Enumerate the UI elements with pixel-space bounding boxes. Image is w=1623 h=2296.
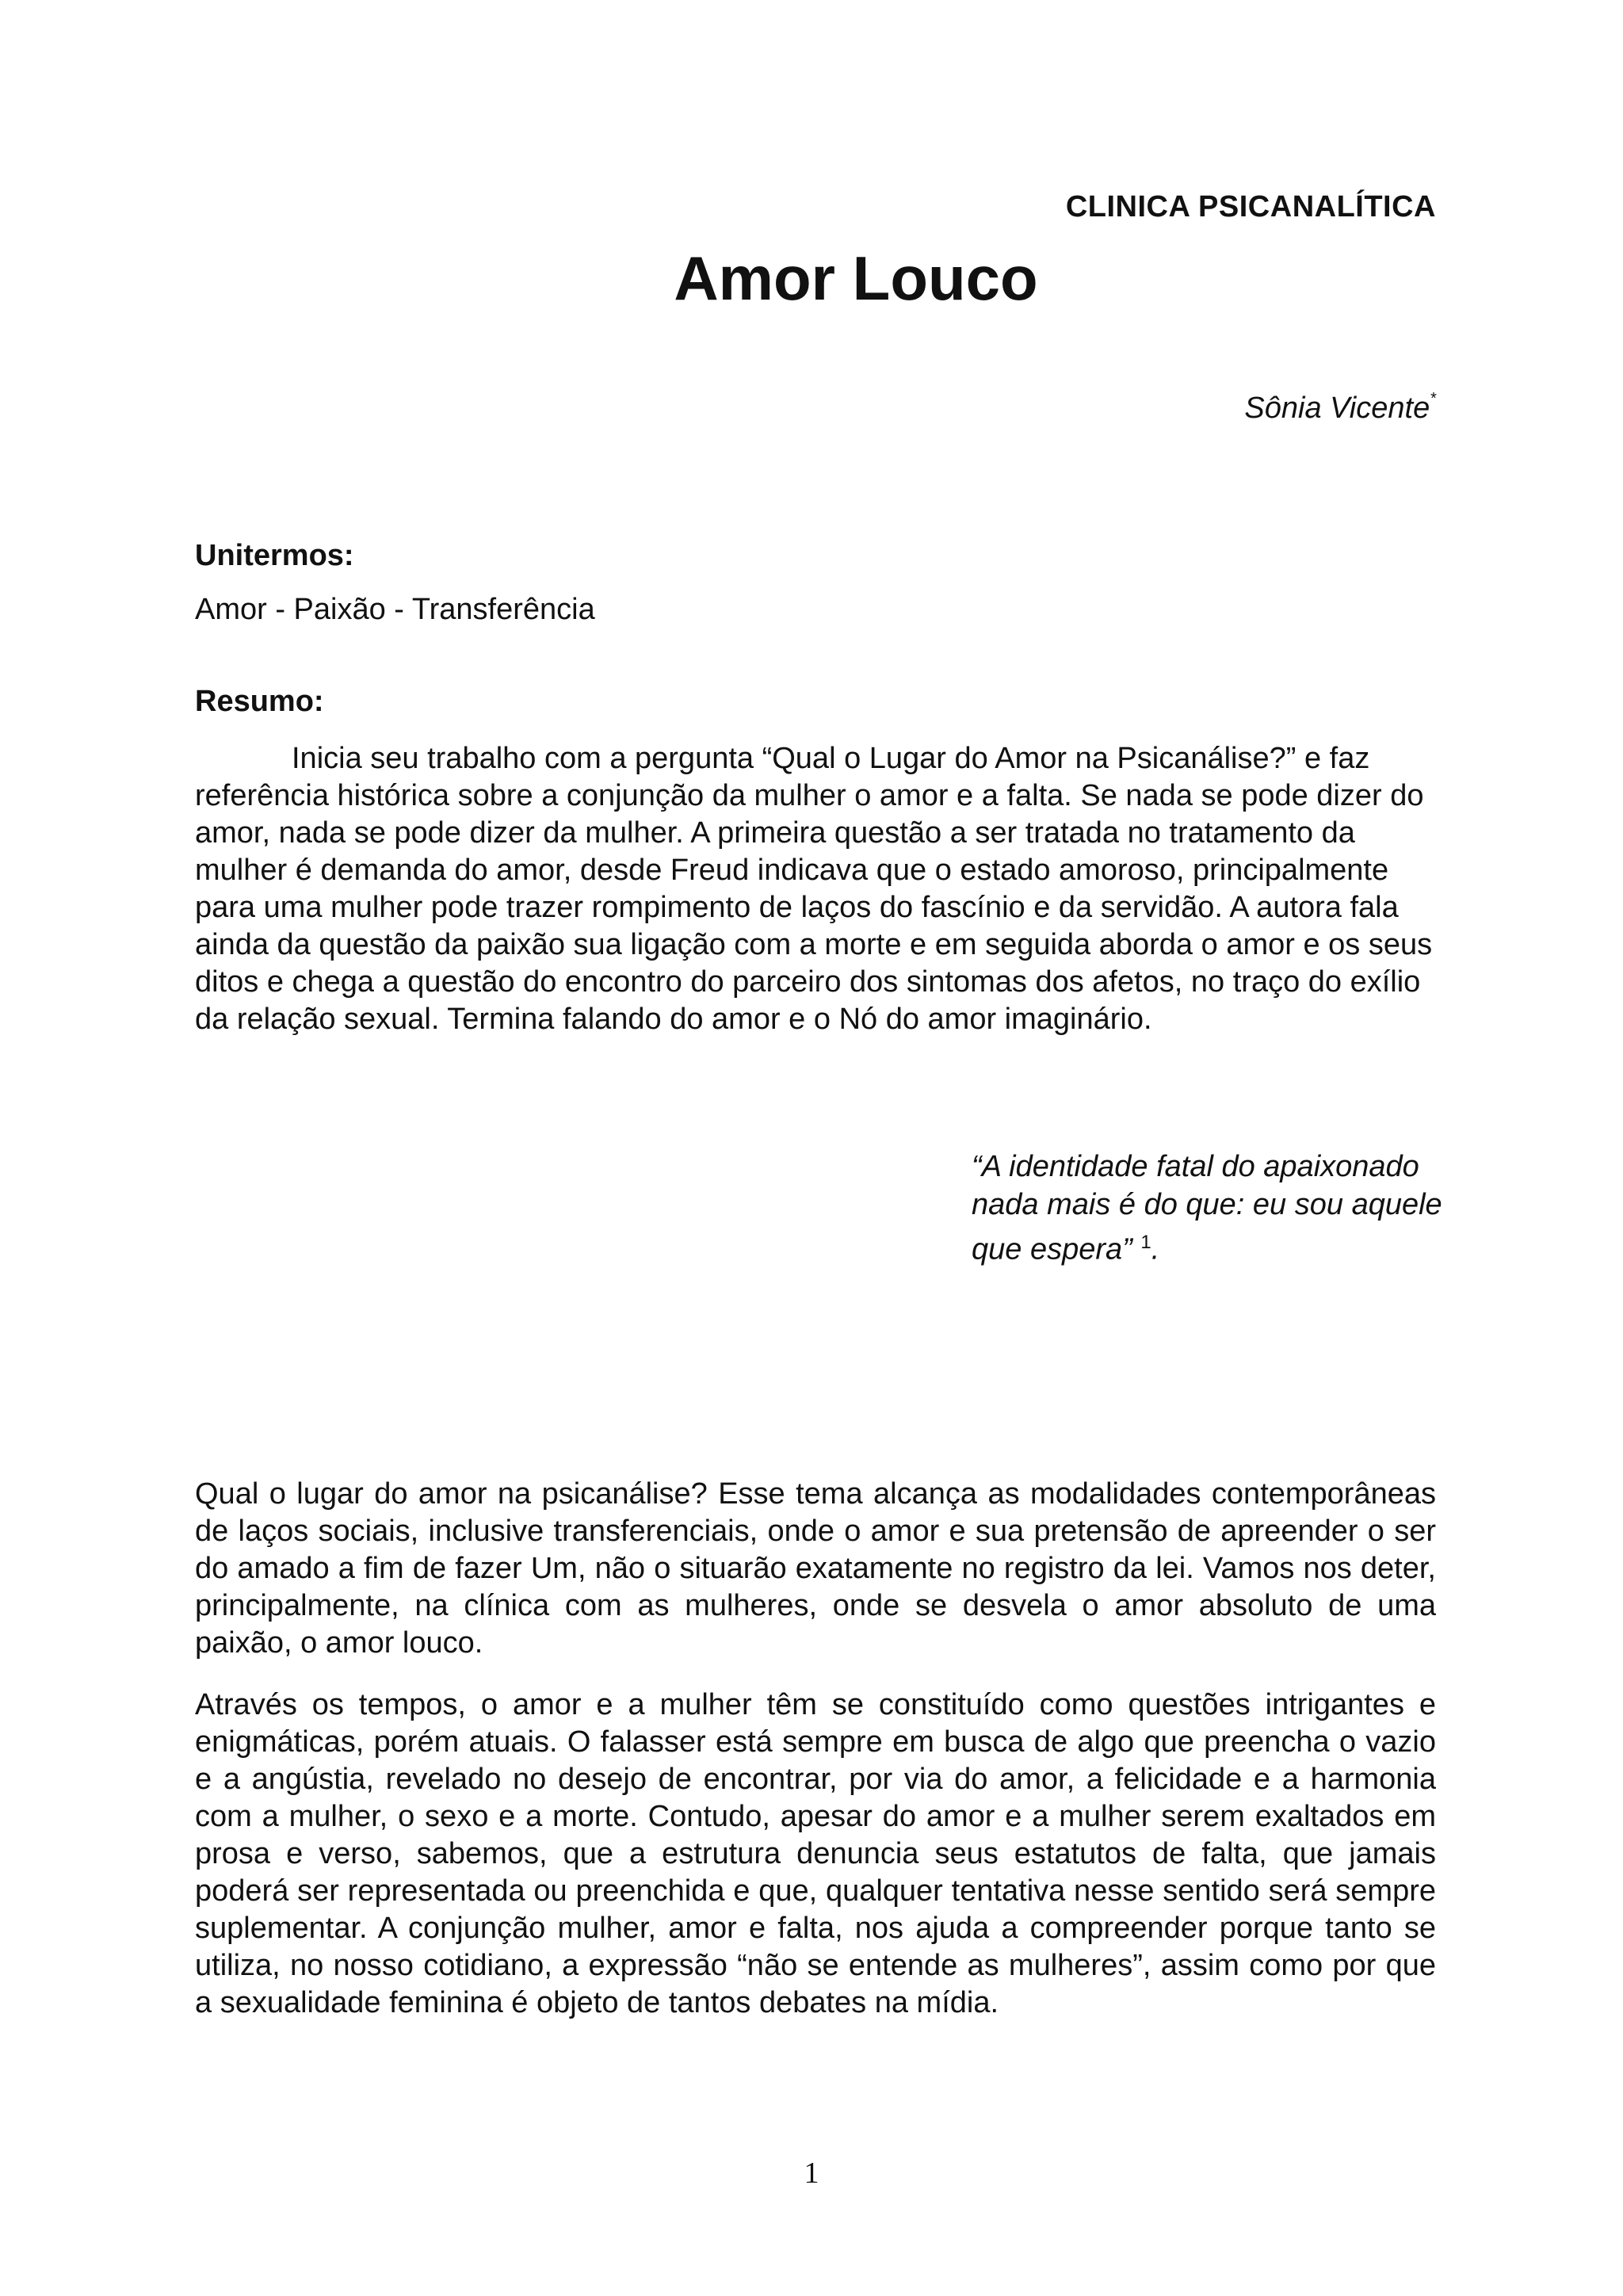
keywords-text: Amor - Paixão - Transferência [195, 593, 595, 626]
page-number: 1 [804, 2157, 819, 2190]
body-paragraph-2: Através os tempos, o amor e a mulher têm se constituído como questões intrigantes e enigmáticas, porém atuais. O falasser está sempre em busca de algo que preencha o vazio e a angústia, revelado no desejo de encontrar, por via do amor, a felicidade e a harmonia com a mulher, o sexo e a morte. Contudo, apesar do amor e a mulher serem exaltados em prosa e verso, sabemos, que a estrutura denuncia seus estatutos de falta, que jamais poderá ser representada ou preenchida e que, qualquer tentativa nesse sentido será sempre suplementar. A conjunção mulher, amor e falta, nos ajuda a compreender porque tanto se utiliza, no nosso cotidiano, a expressão “não se entende as mulheres”, assim como por que a sexualidade feminina é objeto de tantos debates na mídia. [195, 1688, 1436, 2019]
epigraph-footnote-ref: 1 [1140, 1232, 1151, 1253]
abstract-heading: Resumo: [195, 685, 324, 718]
section-label: CLINICA PSICANALÍTICA [1065, 190, 1436, 223]
author-name: Sônia Vicente [1244, 392, 1430, 425]
body-paragraph-1: Qual o lugar do amor na psicanálise? Esse tema alcança as modalidades contemporâneas de laços sociais, inclusive transferenciais, onde o amor e sua pretensão de apreender o ser do amado a fim de fazer Um, não o situarão exatamente no registro da lei. Vamos nos deter, principalmente, na clínica com as mulheres, onde se desvela o amor absoluto de uma paixão, o amor louco. [195, 1477, 1436, 1660]
article-title: Amor Louco [674, 243, 1038, 313]
abstract-text: Inicia seu trabalho com a pergunta “Qual o Lugar do Amor na Psicanálise?” e faz referência histórica sobre a conjunção da mulher o amor e a falta. Se nada se pode dizer do amor, nada se pode dizer da mulher. A primeira questão a ser tratada no tratamento da mulher é demanda do amor, desde Freud indicava que o estado amoroso, principalmente para uma mulher pode trazer rompimento de laços do fascínio e da servidão. A autora fala ainda da questão da paixão sua ligação com a morte e em seguida aborda o amor e os seus ditos e chega a questão do encontro do parceiro dos sintomas dos afetos, no traço do exílio da relação sexual. Termina falando do amor e o Nó do amor imaginário. [195, 742, 1433, 1036]
author-line [1244, 390, 1436, 426]
epigraph-quote [972, 1148, 1463, 1269]
author-footnote-mark: * [1430, 390, 1436, 407]
epigraph-end: . [1151, 1232, 1160, 1266]
abstract-paragraph [195, 740, 1441, 1038]
epigraph-text: “A identidade fatal do apaixonado nada mais é do que: eu sou aquele que espera” [972, 1150, 1442, 1266]
keywords-heading: Unitermos: [195, 539, 354, 572]
